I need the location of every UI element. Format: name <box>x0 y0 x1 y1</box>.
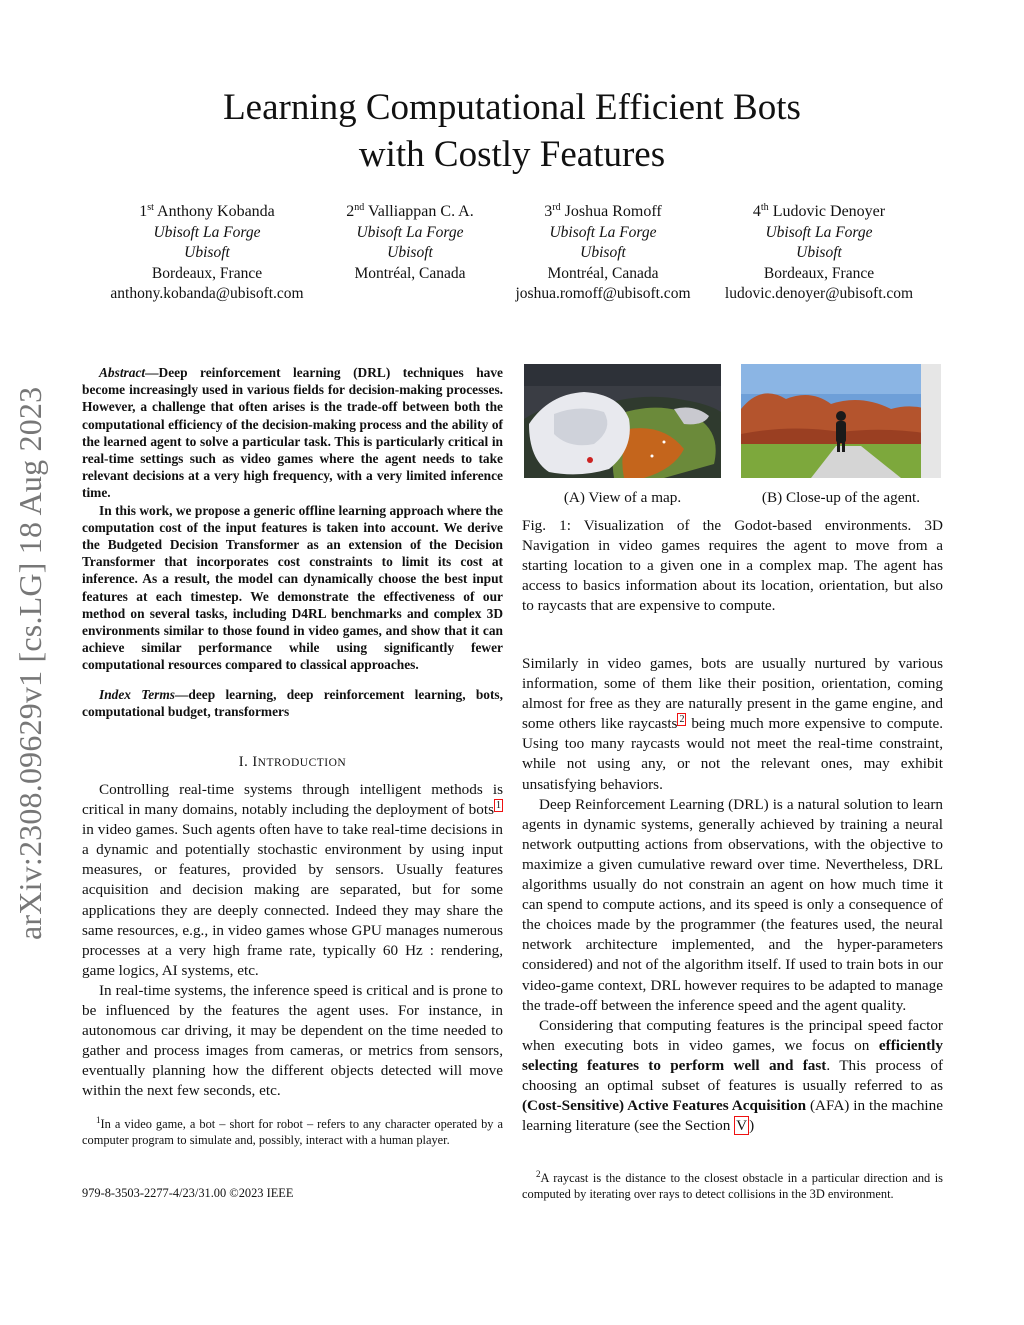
body-text: . This process of choosing an optimal subset of features is usually referred to as <box>522 1056 943 1094</box>
author-ordinal-suffix: st <box>147 202 154 213</box>
title-line-1: Learning Computational Efficient Bots <box>223 87 801 128</box>
figure-subcaption-b: (B) Close-up of the agent. <box>761 489 921 506</box>
author-ordinal: 4 <box>752 203 761 220</box>
abstract-paragraph-1 <box>82 364 503 502</box>
author-name <box>92 202 322 223</box>
author-location: Montréal, Canada <box>547 264 659 282</box>
author-location: Montréal, Canada <box>354 264 466 282</box>
arxiv-identifier: arXiv:2308.09629v1 [cs.LG] 18 Aug 2023 <box>12 386 48 940</box>
section-reference-link[interactable]: V <box>736 1117 748 1135</box>
author-affiliation: Ubisoft <box>580 244 626 262</box>
body-text: Similarly in video games, bots are usually nurtured by various information, some of them like their position, orientation, coming almost for free as they are naturally present in the game engine, and some others like raycasts <box>522 655 943 733</box>
intro-text: Controlling real-time systems through intelligent methods is critical in many domains, notably including the deployment of bots <box>82 781 503 819</box>
figure-caption: Fig. 1: Visualization of the Godot-based environments. 3D Navigation in video games requires the agent to move from a starting location to a given one in a complex map. The agent has access to basics information about its location, orientation, but also to raycasts that are expensive to compute. <box>522 517 943 615</box>
footnote-link[interactable]: 2 <box>679 714 685 726</box>
index-terms <box>82 686 503 720</box>
author-affiliation: Ubisoft <box>184 244 230 262</box>
section-heading-introduction <box>82 754 503 771</box>
author-ordinal: 2 <box>346 203 355 220</box>
author-name-text: Ludovic Denoyer <box>772 203 886 220</box>
figure-subcaption-a: (A) View of a map. <box>563 489 682 506</box>
footnote-link[interactable]: 1 <box>496 800 501 812</box>
author-name <box>704 202 934 223</box>
author-ordinal-suffix: th <box>760 202 769 213</box>
author-ordinal: 3 <box>544 203 553 220</box>
author-name-text: Valliappan C. A. <box>367 203 474 220</box>
author-affiliation: Ubisoft La Forge <box>765 223 873 241</box>
emphasis-text: efficiently selecting features to perform well and fast <box>522 1036 943 1074</box>
author-block-3 <box>488 202 718 305</box>
author-block-1 <box>92 202 322 305</box>
section-number: I. I <box>238 754 258 770</box>
author-affiliation: Ubisoft <box>796 244 842 262</box>
author-block-4 <box>704 202 934 305</box>
abstract-paragraph-2: In this work, we propose a generic offline learning approach where the computation cost of the input features is taken into account. We derive the Budgeted Decision Transformer as an extension of the Decision Transformer that incorporates cost constraints to limit its cost at inference. As a result, the model can dynamically choose the best input features at each timestep. We demonstrate the effectiveness of our method on several tasks, including D4RL benchmarks and complex 3D environments similar to those found in video games, and show that it can achieve similar performance while using significantly fewer computational resources compared to classical approaches. <box>82 502 503 673</box>
body-text: (AFA) in the machine learning literature (see the Section <box>522 1097 943 1135</box>
author-affiliation: Ubisoft La Forge <box>356 223 464 241</box>
author-email: ludovic.denoyer@ubisoft.com <box>724 285 914 303</box>
emphasis-text: (Cost-Sensitive) Active Features Acquisition <box>522 1097 807 1115</box>
body-text: ) <box>749 1117 755 1135</box>
title-line-2: with Costly Features <box>358 134 666 175</box>
right-paragraph-2: Deep Reinforcement Learning (DRL) is a natural solution to learn agents in dynamic systems, generally achieved by training a neural network outputting actions from observations, with the objective to maximize a given cumulative reward over time. Nevertheless, DRL algorithms usually do not constrain an agent on how much time it can spend to compute actions, and its speed is only a consequence of the choices made by the programmer (the features used, the neural network architecture implemented, and the hyper-parameters considered) and not of the algorithm itself. If used to train bots in our video-game context, DRL however requires to be adapted to manage the trade-off between the inference speed and the agent quality. <box>522 795 943 1014</box>
author-email: joshua.romoff@ubisoft.com <box>515 285 691 303</box>
footnote-text: In a video game, a bot – short for robot – refers to any character operated by a computer program to simulate and, possibly, interact with a human player. <box>82 1117 503 1148</box>
intro-text: in video games. Such agents often have to take real-time decisions in a dynamic and potentially stochastic environment by using input measures, or features, provided by sensors. Usually features acquisition and decision making are separated, but for some applications they are deeply connected. Indeed they may share the same resources, e.g., in video games whose GPU manages numerous processes at a very high frame rate, typically 60 Hz : rendering, game logics, AI systems, etc. <box>82 821 503 979</box>
abstract-label: Abstract <box>99 365 146 380</box>
index-terms-text: —deep learning, deep reinforcement learning, bots, computational budget, transformers <box>82 686 503 719</box>
abstract <box>82 364 503 720</box>
footnote-mark: 1 <box>96 1115 101 1125</box>
map-view-illustration <box>524 364 721 478</box>
author-affiliation: Ubisoft La Forge <box>549 223 657 241</box>
paper-title <box>0 84 1024 178</box>
footnote-text: A raycast is the distance to the closest obstacle in a particular direction and is computed by iterating over rays to detect collisions in the 3D environment. <box>522 1171 943 1202</box>
body-text: being much more expensive to compute. Using too many raycasts would not meet the real-time constraint, while not using any, or not the relevant ones, may exhibit unsatisfying behaviors. <box>522 715 943 793</box>
author-affiliation: Ubisoft <box>387 244 433 262</box>
author-name-text: Joshua Romoff <box>564 203 662 220</box>
author-name-text: Anthony Kobanda <box>157 203 275 220</box>
left-column-body <box>82 780 503 1102</box>
author-location: Bordeaux, France <box>151 264 263 282</box>
footnote-2 <box>522 1170 943 1203</box>
footnote-mark: 2 <box>536 1169 541 1179</box>
right-paragraph-3 <box>522 1016 943 1137</box>
author-location: Bordeaux, France <box>763 264 875 282</box>
copyright-notice: 979-8-3503-2277-4/23/31.00 ©2023 IEEE <box>82 1186 294 1200</box>
author-affiliation: Ubisoft La Forge <box>153 223 261 241</box>
footnote-1 <box>82 1116 503 1149</box>
author-email: anthony.kobanda@ubisoft.com <box>110 285 304 303</box>
author-ordinal: 1 <box>139 203 148 220</box>
intro-paragraph-2: In real-time systems, the inference speed is critical and is prone to be influenced by the features the agent uses. For instance, in autonomous car driving, it may be dependent on the time needed to gather and process images from cameras, or metrics from sensors, eventually planning how the different objects detected will move within the next few seconds, etc. <box>82 981 503 1100</box>
right-paragraph-1 <box>522 654 943 795</box>
index-terms-label: Index Terms <box>99 686 176 702</box>
abstract-text: —Deep reinforcement learning (DRL) techniques have become increasingly used in various fields for decision-making processes. However, a challenge that often arises is the trade-off between both the computational efficiency of the decision-making process and the ability of the learned agent to solve a particular task. This is particularly critical in real-time settings such as video games where the agent needs to take relevant decisions at a very high frequency, with a very limited inference time. <box>82 365 503 501</box>
agent-closeup-illustration <box>741 364 941 478</box>
author-ordinal-suffix: nd <box>354 202 365 213</box>
author-ordinal-suffix: rd <box>552 202 561 213</box>
body-text: Considering that computing features is the principal speed factor when executing bots in video games, we focus on <box>522 1016 943 1054</box>
figure-image-agent-closeup <box>741 364 941 478</box>
section-title: NTRODUCTION <box>257 757 347 769</box>
figure-image-map-view <box>524 364 721 478</box>
right-column-body <box>522 654 943 1136</box>
author-name <box>488 202 718 223</box>
intro-paragraph-1 <box>82 780 503 981</box>
